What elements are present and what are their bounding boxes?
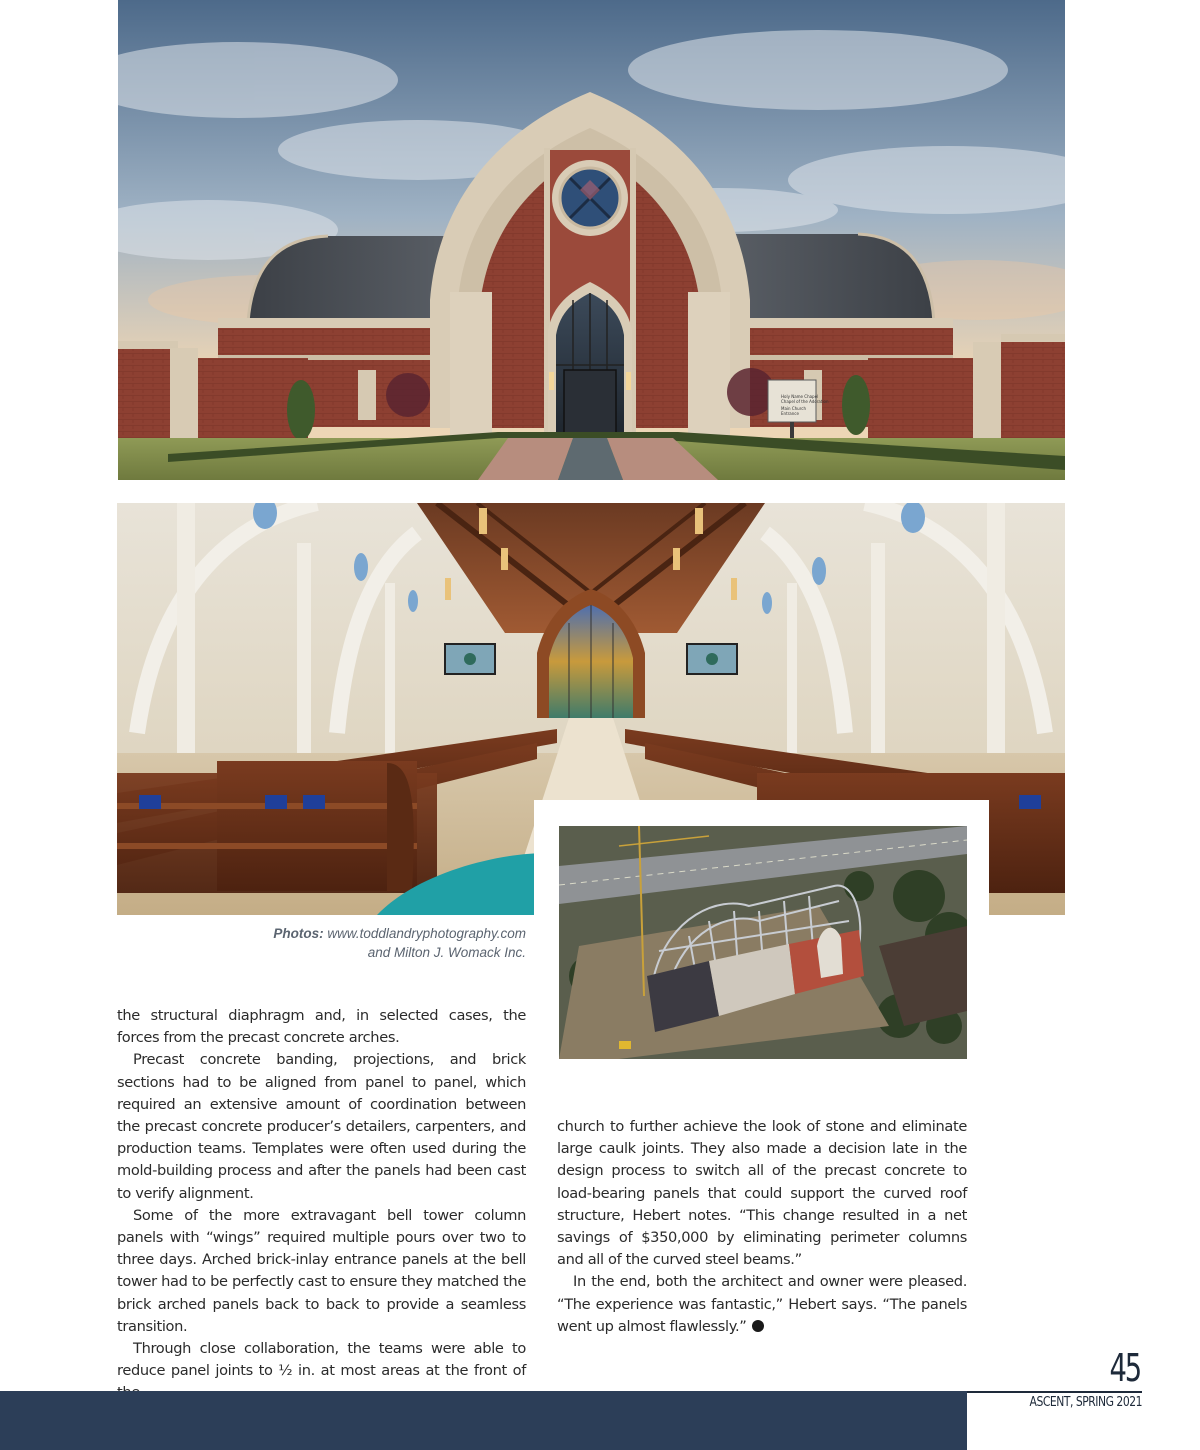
article-paragraph: Through close collaboration, the teams were able to reduce panel joints to ½ in. at most areas at the front of [117, 1340, 526, 1380]
aerial-construction-photo [559, 826, 967, 1059]
footer-rule [967, 1391, 1142, 1393]
caption-line-1: www.toddlandryphotography.com [327, 926, 526, 941]
article-paragraph: Precast concrete banding, projections, and brick sections had to be aligned from panel to panel, which required an extensive amount of coordination between the precast concrete producer’s detailers, carpenters, and production teams. Templates were often used during the mold-building process and after the panels had been cast to verify alignment. [117, 1051, 526, 1202]
signboard-line-4: Entrance [781, 411, 799, 416]
article-paragraph: Some of the more extravagant bell tower column panels with “wings” required multiple pours over two to three days. Arched brick-inlay entrance panels at the bell tower had to be perfectly cast to ensure they matched the brick arched panels back to back to provide a seamless transition. [117, 1206, 526, 1335]
article-left-column [117, 1005, 526, 1405]
article-paragraph: the structural diaphragm and, in selected cases, the forces from the precast concrete arches. [117, 1007, 526, 1047]
article-paragraph: church to further achieve the look of stone and eliminate large caulk joints. They also made a decision late in the design process to switch all of the precast concrete to load-bearing panels that could support the curved roof structure, Hebert notes. “This change resulted in a net savings of $350,000 by eliminating perimeter columns and all of the curved steel beams.” [557, 1118, 967, 1269]
caption-lead: Photos: [273, 926, 324, 941]
signboard-line-3: Main Church [781, 406, 806, 411]
article-right-column [557, 1116, 967, 1338]
article-paragraph [557, 1271, 967, 1338]
footer-color-band [0, 1391, 967, 1450]
signboard-line-2: Chapel of the Adoration [781, 399, 829, 404]
caption-line-2: and Milton J. Womack Inc. [367, 945, 526, 960]
photo-credit-caption [200, 924, 526, 962]
issue-label: ASCENT, SPRING 2021 [1029, 1394, 1142, 1410]
article-closing-text: In the end, both the architect and owner were pleased. “The experience was fantastic,” Hebert says. “The panels went up almost flawlessly.” [557, 1273, 967, 1335]
signboard-line-1: Holy Name Chapel [781, 394, 819, 399]
church-exterior-photo [118, 0, 1065, 480]
end-of-article-bullet-icon [752, 1320, 764, 1332]
page-number: 45 [1109, 1346, 1140, 1390]
